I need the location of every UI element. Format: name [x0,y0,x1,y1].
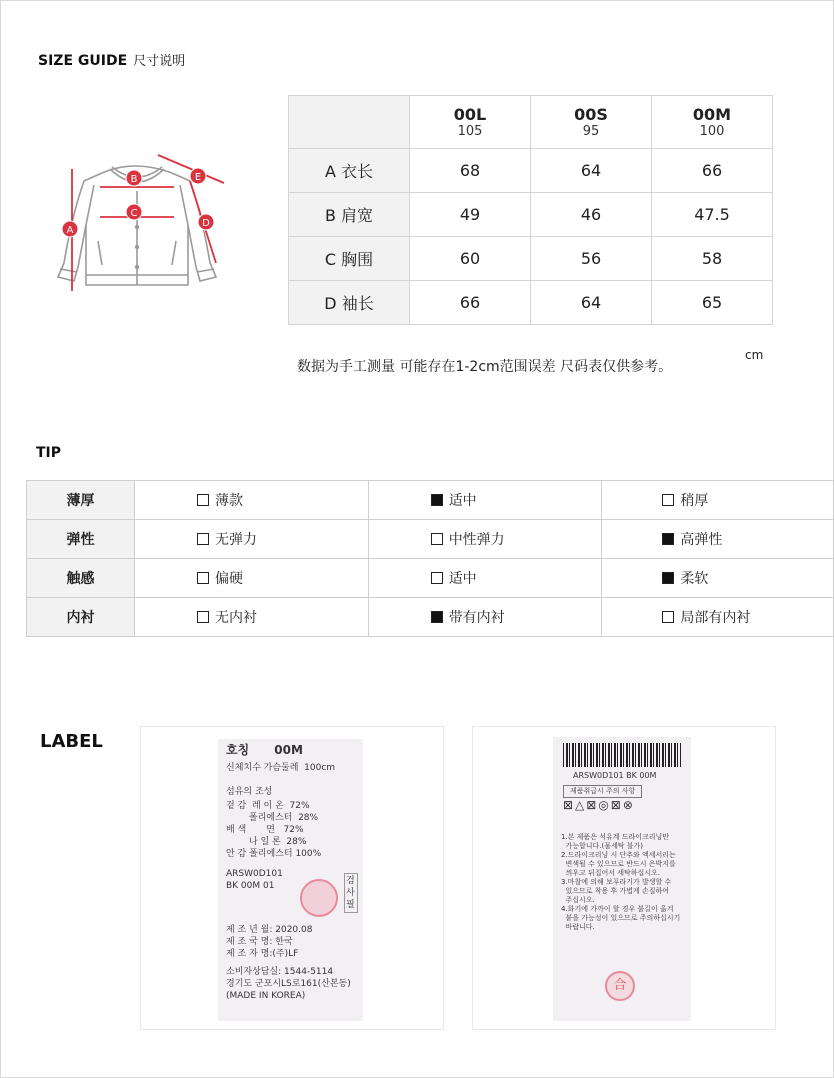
tip-row-label: 触感 [27,559,135,598]
tag-text-line: 주십시오. [561,896,595,904]
tag-text-line: 배 색 면 72% [226,825,304,835]
tip-option [602,559,834,598]
tip-row-label: 薄厚 [27,481,135,520]
tip-option [135,559,369,598]
care-title: 제품취급시 주의 사항 [563,785,642,798]
unchecked-box-icon [431,572,443,584]
tip-option [135,520,369,559]
label-title: LABEL [40,731,103,752]
tag-text-line: 제 조 국 명: 한국 [226,937,293,947]
tip-option-label: 无内衬 [215,610,258,626]
svg-text:B: B [130,174,138,185]
tag-text-line: 붙을 가능성이 있으므로 주의하십시기 [561,914,681,922]
care-instruction-tag [553,737,691,1021]
tip-option [368,559,602,598]
size-row-label: A 衣长 [289,149,410,193]
tip-row-label: 内衬 [27,598,135,637]
size-row-label: D 袖长 [289,281,410,325]
inspection-label: 검사필 [344,873,358,913]
quality-stamp-icon: 合 [605,971,635,1001]
size-guide-subtitle: 尺寸说明 [133,54,186,69]
inspection-stamp-icon [300,879,338,917]
tag-text-line: 신체치수 가슴둘레 100cm [226,763,336,773]
checked-box-icon [662,572,674,584]
tip-option [602,520,834,559]
size-col-header: 00M 100 [652,96,773,149]
marker-c [126,204,142,220]
measurement-note: 数据为手工测量 可能存在1-2cm范围误差 尺码表仅供参考。 [297,359,673,375]
tag-text-line: 2.드라이크리닝 시 단추와 액세서리는 [561,851,676,859]
size-cell: 64 [531,149,652,193]
size-cell: 60 [410,237,531,281]
tag-text-line: 섬유의 조성 [226,787,273,797]
size-cell: 66 [652,149,773,193]
tip-option-label: 无弹力 [215,532,258,548]
size-row-label: B 肩宽 [289,193,410,237]
tag-text-line: (MADE IN KOREA) [226,991,306,1001]
care-symbols-icon: ⊠△⊠◎⊠⊗ [563,798,635,812]
tip-option-label: 柔软 [680,571,709,587]
unchecked-box-icon [662,494,674,506]
tip-row [27,481,834,520]
marker-d [198,214,214,230]
unchecked-box-icon [197,533,209,545]
tip-row [27,559,834,598]
size-col-header: 00S 95 [531,96,652,149]
tag-text-line: 1.본 제품은 석유계 드라이크리닝만 [561,833,670,841]
tip-option [368,481,602,520]
tag-text-line: 폴리에스터 28% [226,813,319,823]
tip-option-label: 薄款 [215,493,244,509]
tip-title: TIP [36,445,62,461]
size-cell: 46 [531,193,652,237]
label-photo-2 [472,726,776,1030]
tag-text-line: 안 감 폴리에스터 100% [226,849,322,859]
marker-a [62,221,78,237]
tag-text-line: 변색될 수 있으므로 반드시 은박지를 [561,860,676,868]
unchecked-box-icon [197,611,209,623]
size-row [289,281,773,325]
size-cell: 68 [410,149,531,193]
tip-option [135,598,369,637]
marker-b [126,170,142,186]
size-guide-title [38,50,185,69]
size-cell: 58 [652,237,773,281]
tag-text-line: 바랍니다. [561,923,595,931]
tag-text-line: 소비자상담실: 1544-5114 [226,967,334,977]
tag-text-line: 4.화기에 가까이 할 경우 불길이 옮겨 [561,905,674,913]
tip-option-label: 适中 [448,493,477,509]
tip-table [26,480,834,637]
tip-option-label: 高弹性 [680,532,723,548]
size-cell: 64 [531,281,652,325]
tag-text-line: 경기도 군포시LS로161(산본동) [226,979,351,989]
size-cell: 47.5 [652,193,773,237]
unit-label: cm [745,348,764,362]
size-row-label: C 胸围 [289,237,410,281]
size-col-header: 00L 105 [410,96,531,149]
unchecked-box-icon [197,494,209,506]
size-cell: 65 [652,281,773,325]
tip-option-label: 偏硬 [215,571,244,587]
tag-text-line: 제 조 자 명:(주)LF [226,949,299,959]
tag-text-line: 호칭 00M [226,743,303,757]
checked-box-icon [662,533,674,545]
size-guide-heading: SIZE GUIDE [38,53,128,69]
tip-row [27,598,834,637]
tip-row [27,520,834,559]
svg-text:A: A [66,225,74,236]
marker-e [190,168,206,184]
size-table-corner [289,96,410,149]
tag-text-line: 씌우고 뒤집어서 세탁하십시오. [561,869,661,877]
checked-box-icon [431,611,443,623]
tip-option [135,481,369,520]
tag-text-line: BK 00M 01 [226,881,275,891]
svg-text:E: E [194,172,202,183]
size-row [289,193,773,237]
size-row [289,237,773,281]
tag-text-line: 겉 감 레 이 온 72% [226,801,310,811]
tip-row-label: 弹性 [27,520,135,559]
tag-text-line: 가능합니다.(물세탁 불가) [561,842,643,850]
tip-option [368,598,602,637]
barcode-icon [563,743,681,767]
tip-option-label: 局部有内衬 [680,610,751,626]
tip-option-label: 适中 [448,571,477,587]
tip-option-label: 稍厚 [680,493,709,509]
unchecked-box-icon [662,611,674,623]
label-photo-1 [140,726,444,1030]
tip-option [602,481,834,520]
tag-text-line: 3.마찰에 의해 보푸라기가 발생할 수 [561,878,672,886]
size-table [288,95,773,325]
tag-text-line: 나 일 론 28% [226,837,307,847]
unchecked-box-icon [197,572,209,584]
size-header-row [289,96,773,149]
size-cell: 56 [531,237,652,281]
tip-option [602,598,834,637]
product-code: ARSW0D101 BK 00M [573,771,657,780]
svg-text:D: D [202,218,210,229]
tip-option-label: 带有内衬 [448,610,505,626]
unchecked-box-icon [431,533,443,545]
svg-text:C: C [130,208,138,219]
size-cell: 66 [410,281,531,325]
tip-option [368,520,602,559]
size-cell: 49 [410,193,531,237]
jacket-diagram [40,145,240,295]
size-content-tag [218,739,363,1021]
tag-text-line: 있으므로 착용 후 가볍게 손질하여 [561,887,670,895]
tip-option-label: 中性弹力 [448,532,505,548]
checked-box-icon [431,494,443,506]
tag-text-line: 제 조 년 월: 2020.08 [226,925,313,935]
size-row [289,149,773,193]
tag-text-line: ARSW0D101 [226,869,283,879]
